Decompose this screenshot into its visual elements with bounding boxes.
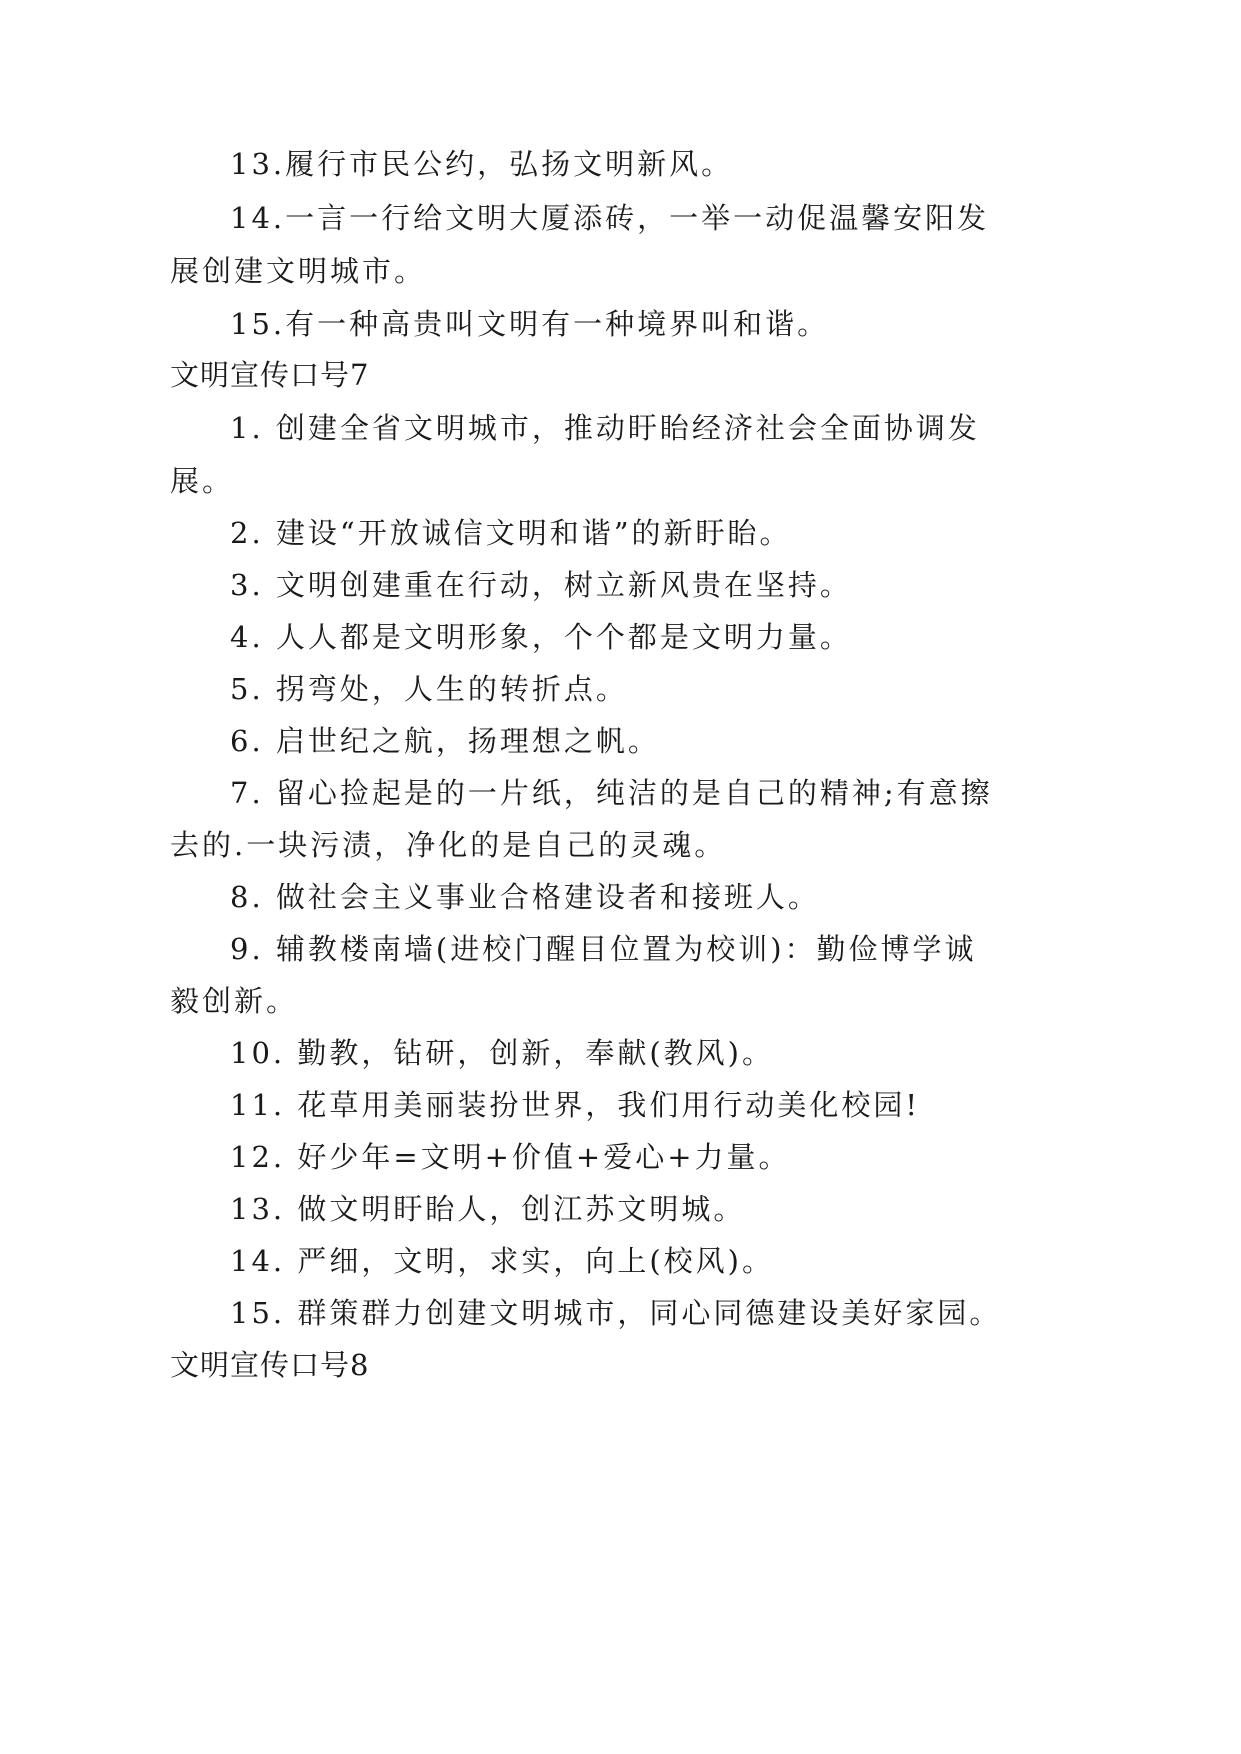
slogan-item-13: 13.履行市民公约，弘扬文明新风。: [230, 147, 734, 181]
slogan-item-14-line-2: 展创建文明城市。: [170, 254, 427, 288]
slogan-7-item-2: 2. 建设“开放诚信文明和谐”的新盱眙。: [230, 516, 792, 550]
slogan-7-item-5: 5. 拐弯处，人生的转折点。: [230, 672, 628, 706]
slogan-7-item-4: 4. 人人都是文明形象，个个都是文明力量。: [230, 620, 852, 654]
slogan-7-item-3: 3. 文明创建重在行动，树立新风贵在坚持。: [230, 568, 852, 602]
slogan-7-item-13: 13. 做文明盱眙人，创江苏文明城。: [230, 1192, 746, 1226]
slogan-7-item-14: 14. 严细，文明，求实，向上(校风)。: [230, 1244, 774, 1278]
slogan-item-15: 15.有一种高贵叫文明有一种境界叫和谐。: [230, 307, 830, 341]
section-heading-8: 文明宣传口号8: [170, 1348, 370, 1382]
slogan-7-item-1-line-2: 展。: [170, 464, 235, 498]
slogan-7-item-12: 12. 好少年=文明+价值+爱心+力量。: [230, 1140, 791, 1174]
slogan-7-item-7-line-2: 去的.一块污渍，净化的是自己的灵魂。: [170, 828, 727, 862]
slogan-7-item-10: 10. 勤教，钻研，创新，奉献(教风)。: [230, 1036, 774, 1070]
section-heading-7: 文明宣传口号7: [170, 358, 370, 392]
slogan-7-item-6: 6. 启世纪之航，扬理想之帆。: [230, 724, 660, 758]
slogan-item-14-line-1: 14.一言一行给文明大厦添砖，一举一动促温馨安阳发: [230, 201, 990, 235]
slogan-7-item-8: 8. 做社会主义事业合格建设者和接班人。: [230, 880, 820, 914]
slogan-7-item-15: 15. 群策群力创建文明城市，同心同德建设美好家园。: [230, 1296, 1002, 1330]
slogan-7-item-1-line-1: 1. 创建全省文明城市，推动盱眙经济社会全面协调发: [230, 411, 980, 445]
slogan-7-item-7-line-1: 7. 留心捡起是的一片纸，纯洁的是自己的精神;有意擦: [230, 776, 993, 810]
slogan-7-item-9-line-1: 9. 辅教楼南墙(进校门醒目位置为校训)：勤俭博学诚: [230, 932, 977, 966]
slogan-7-item-11: 11. 花草用美丽装扮世界，我们用行动美化校园!: [230, 1088, 920, 1122]
slogan-7-item-9-line-2: 毅创新。: [170, 984, 299, 1018]
